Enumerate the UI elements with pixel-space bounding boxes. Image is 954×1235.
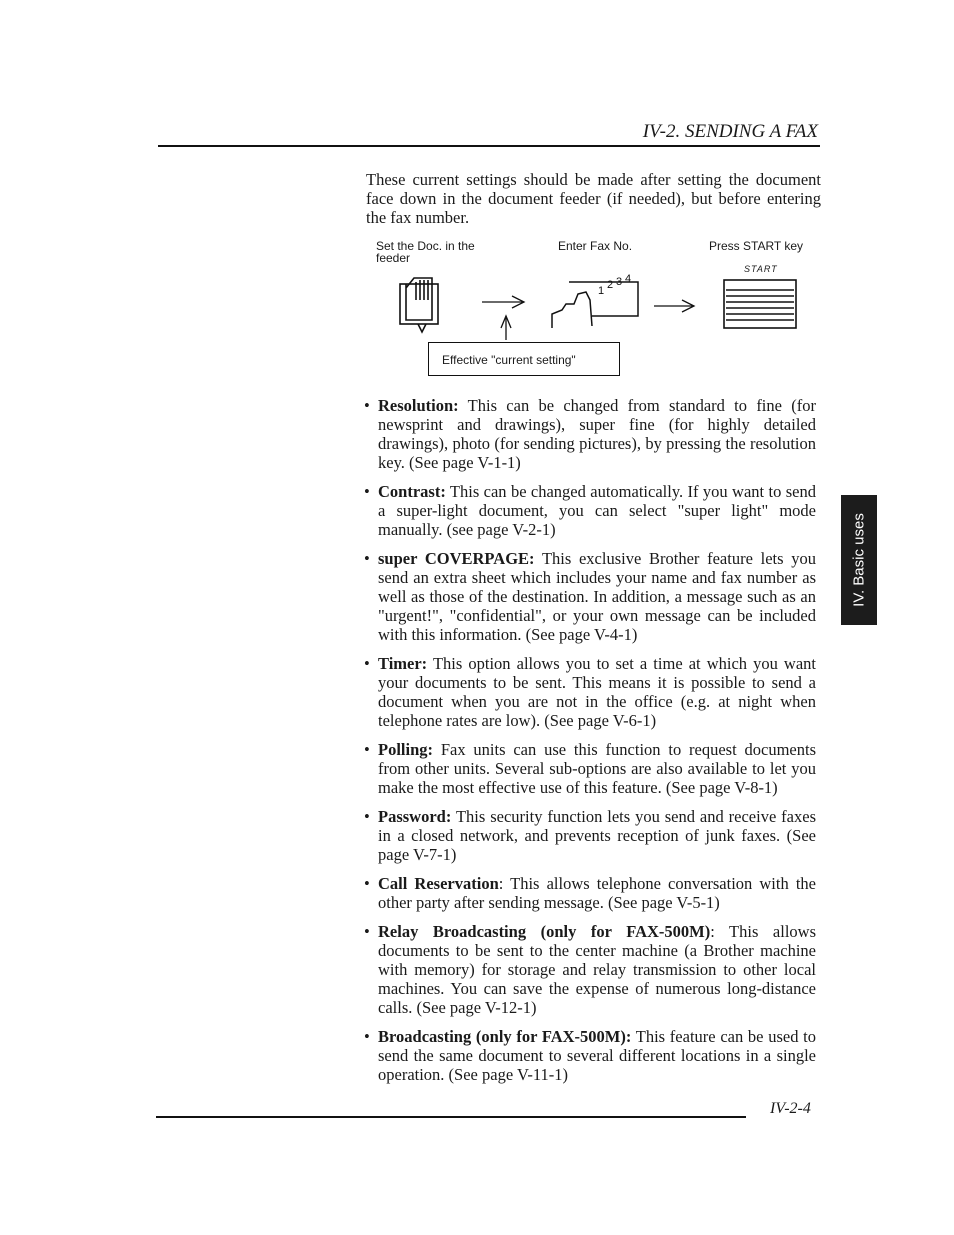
arrow-right-icon-2 (654, 300, 694, 312)
step3-caption: Press START key (709, 239, 804, 253)
svg-text:3: 3 (616, 276, 623, 288)
intro-paragraph: These current settings should be made after setting the document face down in the document feeder (if needed), but before entering the fax number. (366, 170, 821, 227)
list-item: • super COVERPAGE: This exclusive Brother feature lets you send an extra sheet which includes your name and fax number as well as those of the destination. In addition, a message such as an "urgent!", "confidential", or your own message can be included with this information. (See page V-4-1) (364, 549, 816, 644)
footer-rule (156, 1116, 746, 1118)
list-item: • Contrast: This can be changed automatically. If you want to send a super-light document, you can select "super light" mode manually. (see page V-2-1) (364, 482, 816, 539)
section-title: IV-2. SENDING A FAX (642, 121, 818, 142)
svg-text:4: 4 (625, 273, 632, 285)
step1-caption: Set the Doc. in the feeder (376, 239, 475, 265)
keypad-hand-icon (552, 273, 638, 328)
list-item: • Call Reservation: This allows telephone conversation with the other party after sending message. (See page V-5-1) (364, 874, 816, 912)
svg-text:1: 1 (598, 285, 605, 297)
list-item: • Password: This security function lets you send and receive faxes in a closed network, and prevents reception of junk faxes. (See page V-7-1) (364, 807, 816, 864)
page-number: IV-2-4 (770, 1100, 811, 1117)
list-item: • Timer: This option allows you to set a time at which you want your documents to be sent. This means it is possible to send a document when you are not in the office (e.g. at night when telephone rates are low). (See page V-6-1) (364, 654, 816, 730)
arrow-right-icon (482, 296, 524, 308)
list-item: • Polling: Fax units can use this function to request documents from other units. Several sub-options are also available to let you make the most effective use of this feature. (See page V-8-1) (364, 740, 816, 797)
start-key-label: START (744, 264, 778, 274)
settings-list (364, 396, 816, 1084)
effective-setting-box: Effective "current setting" (428, 342, 620, 376)
step2-caption: Enter Fax No. (558, 239, 633, 253)
start-key-icon (724, 280, 796, 328)
sending-diagram (366, 238, 826, 383)
document-feeder-icon (400, 278, 438, 332)
list-item: • Relay Broadcasting (only for FAX-500M): This allows documents to be sent to the center machine (a Brother machine with memory) for storage and relay transmission to other local machines. You can save the expense of numerous long-distance calls. (See page V-12-1) (364, 922, 816, 1017)
list-item: • Resolution: This can be changed from standard to fine (for newsprint and drawings), super fine (for highly detailed drawings), photo (for sending pictures), by pressing the resolution key. (See page V-1-1) (364, 396, 816, 472)
arrow-up-icon (501, 316, 511, 340)
diagram-graphics (366, 238, 826, 343)
list-item: • Broadcasting (only for FAX-500M): This feature can be used to send the same document to several different locations in a single operation. (See page V-11-1) (364, 1027, 816, 1084)
section-side-tab (841, 495, 877, 625)
header-rule (158, 145, 820, 147)
side-tab-label: IV. Basic uses (850, 513, 868, 607)
svg-text:2: 2 (607, 279, 614, 291)
